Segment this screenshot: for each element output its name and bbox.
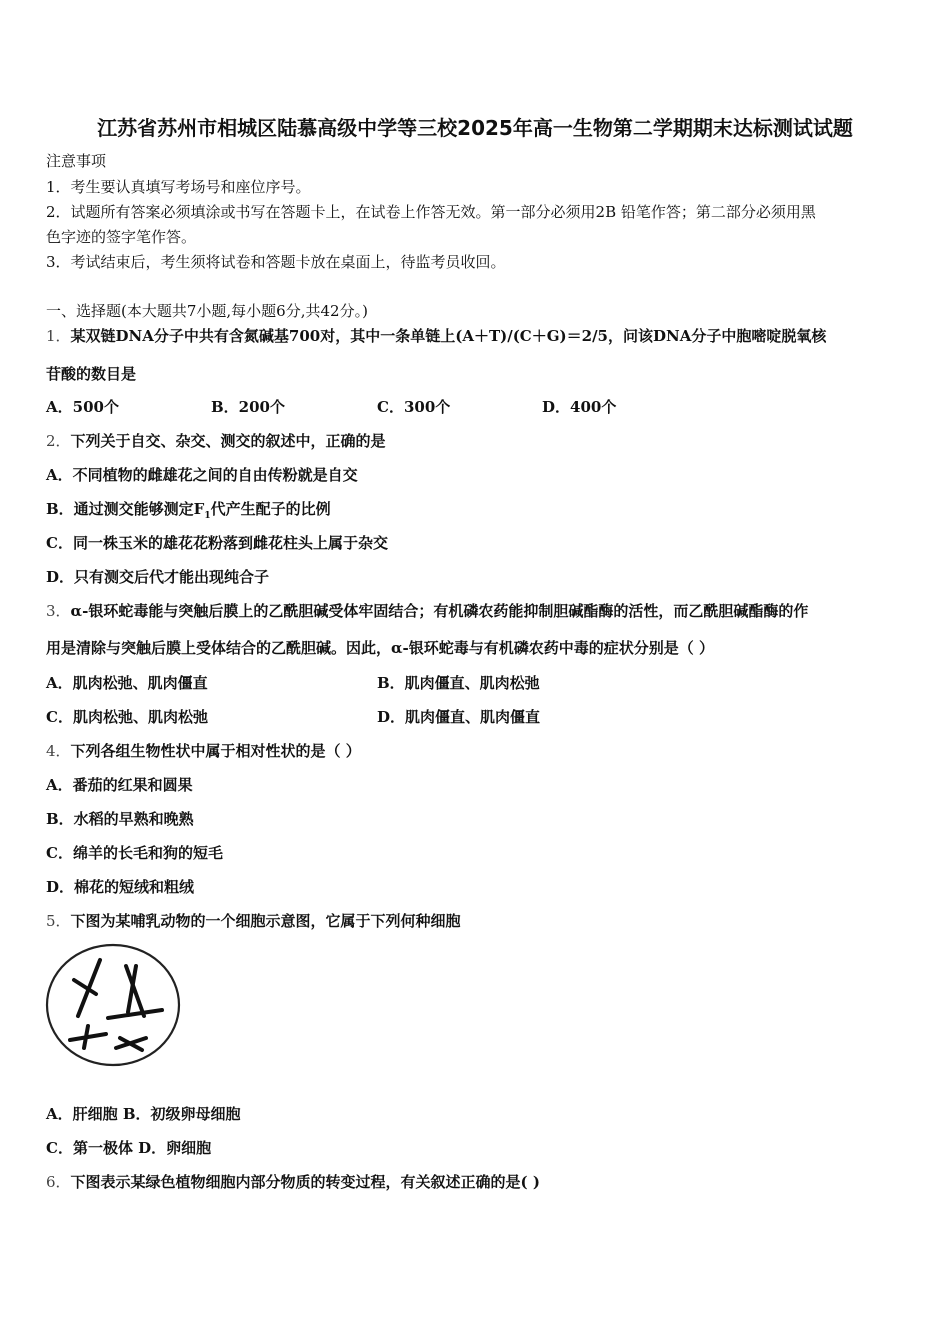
option-text: 代产生配子的比例 (210, 500, 331, 518)
notice-item-2: 2．试题所有答案必须填涂或书写在答题卡上，在试卷上作答无效。第一部分必须用2B 铅笔作答；第二部分必须用黑 (46, 203, 816, 221)
q3-option-b: B．肌肉僵直、肌肉松弛 (377, 674, 540, 692)
q2-option-c: C．同一株玉米的雄花花粉落到雌花柱头上属于杂交 (46, 534, 388, 552)
notice-item-3: 3．考试结束后，考生须将试卷和答题卡放在桌面上，待监考员收回。 (46, 253, 506, 271)
q3-option-c: C．肌肉松弛、肌肉松弛 (46, 708, 208, 726)
section-heading: 一、选择题(本大题共7小题,每小题6分,共42分。) (46, 302, 368, 320)
cell-diagram (44, 942, 184, 1068)
page-title: 江苏省苏州市相城区陆慕高级中学等三校2025年高一生物第二学期期末达标测试试题 (97, 116, 853, 140)
chromosome (126, 966, 144, 1016)
chromosome (74, 960, 100, 1016)
question-1-stem-cont: 苷酸的数目是 (46, 365, 137, 383)
q4-option-a: A．番茄的红果和圆果 (46, 776, 193, 794)
q2-option-b (46, 499, 331, 526)
q4-option-b: B．水稻的早熟和晚熟 (46, 810, 194, 828)
question-3 (46, 601, 808, 621)
q1-option-b: B．200个 (211, 398, 285, 416)
question-stem: 下图表示某绿色植物细胞内部分物质的转变过程，有关叙述正确的是( ) (70, 1173, 540, 1191)
question-5 (46, 911, 461, 931)
chromosome (70, 1026, 106, 1048)
q1-option-d: D．400个 (542, 398, 617, 416)
question-stem: 某双链DNA分子中共有含氮碱基700对，其中一条单链上(A＋T)/(C＋G)＝2/5，问该DNA分子中胞嘧啶脱氧核 (70, 327, 827, 345)
chromosome (116, 1038, 146, 1050)
q3-option-a: A．肌肉松弛、肌肉僵直 (46, 674, 208, 692)
q1-option-c: C．300个 (377, 398, 451, 416)
question-stem: 下列各组生物性状中属于相对性状的是（ ） (70, 742, 361, 760)
question-6 (46, 1172, 540, 1192)
question-stem: 下图为某哺乳动物的一个细胞示意图，它属于下列何种细胞 (70, 912, 461, 930)
notice-item-2-cont: 色字迹的签字笔作答。 (46, 228, 197, 246)
cell-membrane (47, 945, 179, 1065)
q5-option-cd: C．第一极体 D．卵细胞 (46, 1139, 212, 1157)
question-number: 5． (46, 912, 71, 930)
question-stem: α-银环蛇毒能与突触后膜上的乙酰胆碱受体牢固结合；有机磷农药能抑制胆碱酯酶的活性，而乙酰胆碱酯酶的作 (70, 602, 809, 620)
q2-option-a: A．不同植物的雌雄花之间的自由传粉就是自交 (46, 466, 358, 484)
question-number: 4． (46, 742, 71, 760)
chromosome (108, 1010, 162, 1018)
question-1 (46, 326, 826, 346)
question-4 (46, 741, 361, 761)
option-text: B．通过测交能够测定F (46, 500, 205, 518)
q4-option-d: D．棉花的短绒和粗绒 (46, 878, 195, 896)
question-number: 2． (46, 432, 71, 450)
q1-option-a: A．500个 (46, 398, 119, 416)
question-number: 6． (46, 1173, 71, 1191)
question-3-stem-cont: 用是清除与突触后膜上受体结合的乙酰胆碱。因此，α-银环蛇毒与有机磷农药中毒的症状分别是（ ） (46, 639, 714, 657)
q2-option-d: D．只有测交后代才能出现纯合子 (46, 568, 270, 586)
q4-option-c: C．绵羊的长毛和狗的短毛 (46, 844, 223, 862)
notice-heading: 注意事项 (46, 152, 107, 170)
question-2 (46, 431, 386, 451)
question-number: 3． (46, 602, 71, 620)
q3-option-d: D．肌肉僵直、肌肉僵直 (377, 708, 541, 726)
notice-item-1: 1．考生要认真填写考场号和座位序号。 (46, 178, 311, 196)
subscript: 1 (204, 511, 211, 521)
question-number: 1． (46, 327, 71, 345)
question-stem: 下列关于自交、杂交、测交的叙述中，正确的是 (70, 432, 386, 450)
q5-option-ab: A．肝细胞 B．初级卵母细胞 (46, 1105, 241, 1123)
